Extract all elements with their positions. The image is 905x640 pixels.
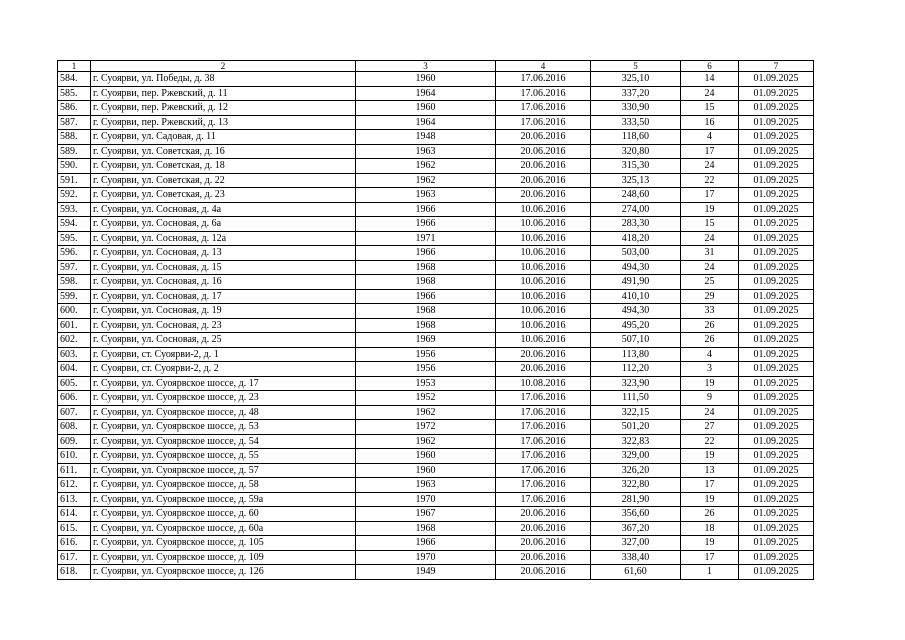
table-row	[58, 434, 814, 449]
cell-year-built: 1966	[356, 217, 496, 232]
cell-deadline-date: 01.09.2025	[739, 347, 814, 362]
cell-row-number: 600.	[58, 304, 91, 319]
table-row	[58, 231, 814, 246]
cell-area: 322,83	[591, 434, 681, 449]
cell-survey-date: 17.06.2016	[496, 72, 591, 87]
cell-row-number: 610.	[58, 449, 91, 464]
cell-survey-date: 10.06.2016	[496, 202, 591, 217]
cell-address: г. Суоярви, ул. Сосновая, д. 16	[91, 275, 356, 290]
cell-row-number: 594.	[58, 217, 91, 232]
cell-row-number: 587.	[58, 115, 91, 130]
cell-address: г. Суоярви, ул. Суоярвское шоссе, д. 59а	[91, 492, 356, 507]
cell-residents-count: 4	[681, 130, 739, 145]
cell-area: 112,20	[591, 362, 681, 377]
cell-residents-count: 24	[681, 86, 739, 101]
table-row	[58, 260, 814, 275]
cell-address: г. Суоярви, ул. Советская, д. 18	[91, 159, 356, 174]
cell-address: г. Суоярви, ул. Суоярвское шоссе, д. 57	[91, 463, 356, 478]
cell-survey-date: 10.06.2016	[496, 318, 591, 333]
cell-row-number: 618.	[58, 565, 91, 580]
cell-deadline-date: 01.09.2025	[739, 507, 814, 522]
cell-survey-date: 10.06.2016	[496, 246, 591, 261]
cell-residents-count: 22	[681, 434, 739, 449]
cell-deadline-date: 01.09.2025	[739, 289, 814, 304]
cell-deadline-date: 01.09.2025	[739, 202, 814, 217]
cell-row-number: 611.	[58, 463, 91, 478]
cell-address: г. Суоярви, ул. Сосновая, д. 6а	[91, 217, 356, 232]
cell-year-built: 1962	[356, 173, 496, 188]
cell-survey-date: 17.06.2016	[496, 101, 591, 116]
column-header-1: 1	[58, 61, 91, 72]
cell-deadline-date: 01.09.2025	[739, 550, 814, 565]
cell-area: 274,00	[591, 202, 681, 217]
cell-row-number: 586.	[58, 101, 91, 116]
cell-year-built: 1966	[356, 536, 496, 551]
table-row	[58, 333, 814, 348]
cell-deadline-date: 01.09.2025	[739, 275, 814, 290]
column-header-6: 6	[681, 61, 739, 72]
cell-address: г. Суоярви, ул. Советская, д. 22	[91, 173, 356, 188]
cell-deadline-date: 01.09.2025	[739, 115, 814, 130]
cell-year-built: 1970	[356, 492, 496, 507]
cell-deadline-date: 01.09.2025	[739, 376, 814, 391]
table-row	[58, 202, 814, 217]
cell-residents-count: 27	[681, 420, 739, 435]
cell-row-number: 608.	[58, 420, 91, 435]
cell-area: 418,20	[591, 231, 681, 246]
cell-area: 501,20	[591, 420, 681, 435]
cell-row-number: 607.	[58, 405, 91, 420]
cell-residents-count: 19	[681, 492, 739, 507]
cell-deadline-date: 01.09.2025	[739, 362, 814, 377]
cell-residents-count: 24	[681, 260, 739, 275]
cell-area: 315,30	[591, 159, 681, 174]
column-header-3: 3	[356, 61, 496, 72]
table-row	[58, 507, 814, 522]
cell-address: г. Суоярви, ул. Советская, д. 16	[91, 144, 356, 159]
cell-year-built: 1963	[356, 478, 496, 493]
table-row	[58, 101, 814, 116]
cell-address: г. Суоярви, ул. Суоярвское шоссе, д. 23	[91, 391, 356, 406]
cell-row-number: 616.	[58, 536, 91, 551]
cell-area: 248,60	[591, 188, 681, 203]
cell-address: г. Суоярви, ул. Суоярвское шоссе, д. 54	[91, 434, 356, 449]
cell-area: 327,00	[591, 536, 681, 551]
cell-survey-date: 20.06.2016	[496, 130, 591, 145]
cell-area: 323,90	[591, 376, 681, 391]
cell-year-built: 1968	[356, 275, 496, 290]
cell-deadline-date: 01.09.2025	[739, 536, 814, 551]
cell-deadline-date: 01.09.2025	[739, 130, 814, 145]
cell-deadline-date: 01.09.2025	[739, 72, 814, 87]
cell-row-number: 588.	[58, 130, 91, 145]
cell-survey-date: 10.06.2016	[496, 217, 591, 232]
cell-residents-count: 31	[681, 246, 739, 261]
cell-area: 495,20	[591, 318, 681, 333]
cell-year-built: 1968	[356, 260, 496, 275]
cell-area: 118,60	[591, 130, 681, 145]
cell-row-number: 617.	[58, 550, 91, 565]
cell-deadline-date: 01.09.2025	[739, 260, 814, 275]
cell-area: 356,60	[591, 507, 681, 522]
cell-area: 111,50	[591, 391, 681, 406]
cell-area: 507,10	[591, 333, 681, 348]
cell-address: г. Суоярви, ул. Победы, д. 38	[91, 72, 356, 87]
cell-deadline-date: 01.09.2025	[739, 478, 814, 493]
table-row	[58, 217, 814, 232]
cell-survey-date: 17.06.2016	[496, 449, 591, 464]
cell-year-built: 1962	[356, 405, 496, 420]
cell-residents-count: 16	[681, 115, 739, 130]
cell-year-built: 1972	[356, 420, 496, 435]
cell-survey-date: 20.06.2016	[496, 565, 591, 580]
cell-address: г. Суоярви, ст. Суоярви-2, д. 1	[91, 347, 356, 362]
cell-deadline-date: 01.09.2025	[739, 463, 814, 478]
cell-deadline-date: 01.09.2025	[739, 420, 814, 435]
cell-survey-date: 20.06.2016	[496, 144, 591, 159]
cell-survey-date: 10.08.2016	[496, 376, 591, 391]
cell-survey-date: 17.06.2016	[496, 434, 591, 449]
cell-residents-count: 13	[681, 463, 739, 478]
table-row	[58, 376, 814, 391]
cell-row-number: 612.	[58, 478, 91, 493]
cell-residents-count: 4	[681, 347, 739, 362]
cell-deadline-date: 01.09.2025	[739, 231, 814, 246]
table-row	[58, 347, 814, 362]
header-row	[58, 61, 814, 72]
cell-survey-date: 20.06.2016	[496, 188, 591, 203]
cell-survey-date: 20.06.2016	[496, 173, 591, 188]
cell-deadline-date: 01.09.2025	[739, 188, 814, 203]
cell-row-number: 596.	[58, 246, 91, 261]
table-row	[58, 449, 814, 464]
cell-address: г. Суоярви, ул. Сосновая, д. 12а	[91, 231, 356, 246]
cell-residents-count: 15	[681, 101, 739, 116]
cell-residents-count: 19	[681, 376, 739, 391]
cell-year-built: 1960	[356, 463, 496, 478]
table-row	[58, 405, 814, 420]
cell-residents-count: 24	[681, 405, 739, 420]
table-row	[58, 478, 814, 493]
cell-area: 491,90	[591, 275, 681, 290]
cell-residents-count: 17	[681, 188, 739, 203]
cell-row-number: 605.	[58, 376, 91, 391]
column-header-2: 2	[91, 61, 356, 72]
cell-year-built: 1962	[356, 159, 496, 174]
cell-year-built: 1967	[356, 507, 496, 522]
table-row	[58, 304, 814, 319]
cell-year-built: 1953	[356, 376, 496, 391]
cell-area: 61,60	[591, 565, 681, 580]
cell-survey-date: 17.06.2016	[496, 405, 591, 420]
cell-residents-count: 17	[681, 144, 739, 159]
cell-row-number: 598.	[58, 275, 91, 290]
table-row	[58, 275, 814, 290]
table-row	[58, 144, 814, 159]
cell-row-number: 592.	[58, 188, 91, 203]
cell-area: 494,30	[591, 304, 681, 319]
cell-area: 330,90	[591, 101, 681, 116]
cell-address: г. Суоярви, ул. Суоярвское шоссе, д. 60	[91, 507, 356, 522]
cell-survey-date: 10.06.2016	[496, 333, 591, 348]
cell-year-built: 1963	[356, 188, 496, 203]
table-row	[58, 362, 814, 377]
cell-address: г. Суоярви, ул. Сосновая, д. 15	[91, 260, 356, 275]
cell-year-built: 1968	[356, 304, 496, 319]
column-header-5: 5	[591, 61, 681, 72]
cell-row-number: 604.	[58, 362, 91, 377]
cell-survey-date: 10.06.2016	[496, 304, 591, 319]
cell-residents-count: 3	[681, 362, 739, 377]
table-row	[58, 318, 814, 333]
cell-row-number: 606.	[58, 391, 91, 406]
cell-survey-date: 17.06.2016	[496, 86, 591, 101]
table-row	[58, 130, 814, 145]
cell-deadline-date: 01.09.2025	[739, 434, 814, 449]
cell-survey-date: 17.06.2016	[496, 420, 591, 435]
cell-deadline-date: 01.09.2025	[739, 492, 814, 507]
cell-address: г. Суоярви, ст. Суоярви-2, д. 2	[91, 362, 356, 377]
cell-survey-date: 10.06.2016	[496, 275, 591, 290]
cell-row-number: 591.	[58, 173, 91, 188]
cell-area: 320,80	[591, 144, 681, 159]
cell-deadline-date: 01.09.2025	[739, 521, 814, 536]
cell-year-built: 1970	[356, 550, 496, 565]
cell-deadline-date: 01.09.2025	[739, 318, 814, 333]
cell-address: г. Суоярви, ул. Суоярвское шоссе, д. 60а	[91, 521, 356, 536]
table-row	[58, 391, 814, 406]
cell-row-number: 615.	[58, 521, 91, 536]
cell-area: 367,20	[591, 521, 681, 536]
table-row	[58, 463, 814, 478]
cell-survey-date: 20.06.2016	[496, 536, 591, 551]
cell-deadline-date: 01.09.2025	[739, 333, 814, 348]
cell-survey-date: 17.06.2016	[496, 391, 591, 406]
cell-address: г. Суоярви, пер. Ржевский, д. 11	[91, 86, 356, 101]
cell-survey-date: 10.06.2016	[496, 231, 591, 246]
cell-deadline-date: 01.09.2025	[739, 246, 814, 261]
cell-row-number: 595.	[58, 231, 91, 246]
cell-row-number: 603.	[58, 347, 91, 362]
cell-survey-date: 20.06.2016	[496, 521, 591, 536]
cell-year-built: 1956	[356, 347, 496, 362]
column-header-7: 7	[739, 61, 814, 72]
table-row	[58, 565, 814, 580]
cell-deadline-date: 01.09.2025	[739, 144, 814, 159]
cell-row-number: 613.	[58, 492, 91, 507]
cell-area: 325,13	[591, 173, 681, 188]
cell-survey-date: 20.06.2016	[496, 347, 591, 362]
cell-deadline-date: 01.09.2025	[739, 86, 814, 101]
cell-row-number: 614.	[58, 507, 91, 522]
table-row	[58, 173, 814, 188]
table-row	[58, 289, 814, 304]
cell-address: г. Суоярви, ул. Сосновая, д. 17	[91, 289, 356, 304]
cell-residents-count: 19	[681, 202, 739, 217]
cell-residents-count: 26	[681, 507, 739, 522]
cell-address: г. Суоярви, ул. Суоярвское шоссе, д. 17	[91, 376, 356, 391]
cell-area: 283,30	[591, 217, 681, 232]
cell-year-built: 1964	[356, 115, 496, 130]
cell-residents-count: 15	[681, 217, 739, 232]
cell-address: г. Суоярви, ул. Суоярвское шоссе, д. 105	[91, 536, 356, 551]
cell-residents-count: 9	[681, 391, 739, 406]
cell-survey-date: 17.06.2016	[496, 115, 591, 130]
cell-address: г. Суоярви, ул. Суоярвское шоссе, д. 55	[91, 449, 356, 464]
cell-year-built: 1966	[356, 289, 496, 304]
cell-area: 338,40	[591, 550, 681, 565]
cell-address: г. Суоярви, ул. Суоярвское шоссе, д. 53	[91, 420, 356, 435]
cell-row-number: 602.	[58, 333, 91, 348]
cell-year-built: 1948	[356, 130, 496, 145]
cell-deadline-date: 01.09.2025	[739, 565, 814, 580]
cell-address: г. Суоярви, ул. Советская, д. 23	[91, 188, 356, 203]
table-row	[58, 188, 814, 203]
table-row	[58, 492, 814, 507]
cell-residents-count: 18	[681, 521, 739, 536]
table-row	[58, 550, 814, 565]
cell-residents-count: 19	[681, 536, 739, 551]
cell-survey-date: 17.06.2016	[496, 492, 591, 507]
cell-residents-count: 1	[681, 565, 739, 580]
cell-area: 322,15	[591, 405, 681, 420]
cell-address: г. Суоярви, ул. Сосновая, д. 23	[91, 318, 356, 333]
cell-row-number: 601.	[58, 318, 91, 333]
table-row	[58, 246, 814, 261]
table-row	[58, 420, 814, 435]
cell-address: г. Суоярви, ул. Суоярвское шоссе, д. 126	[91, 565, 356, 580]
cell-year-built: 1968	[356, 521, 496, 536]
cell-deadline-date: 01.09.2025	[739, 405, 814, 420]
cell-address: г. Суоярви, пер. Ржевский, д. 12	[91, 101, 356, 116]
cell-address: г. Суоярви, ул. Суоярвское шоссе, д. 48	[91, 405, 356, 420]
cell-year-built: 1971	[356, 231, 496, 246]
cell-residents-count: 29	[681, 289, 739, 304]
table-row	[58, 115, 814, 130]
cell-area: 337,20	[591, 86, 681, 101]
cell-row-number: 609.	[58, 434, 91, 449]
cell-area: 325,10	[591, 72, 681, 87]
table-row	[58, 159, 814, 174]
cell-year-built: 1962	[356, 434, 496, 449]
cell-residents-count: 24	[681, 159, 739, 174]
cell-row-number: 597.	[58, 260, 91, 275]
cell-survey-date: 20.06.2016	[496, 550, 591, 565]
table-body	[58, 72, 814, 580]
table-row	[58, 86, 814, 101]
cell-year-built: 1966	[356, 246, 496, 261]
cell-year-built: 1952	[356, 391, 496, 406]
cell-address: г. Суоярви, ул. Суоярвское шоссе, д. 58	[91, 478, 356, 493]
table-row	[58, 72, 814, 87]
cell-residents-count: 17	[681, 478, 739, 493]
cell-survey-date: 17.06.2016	[496, 478, 591, 493]
cell-address: г. Суоярви, ул. Садовая, д. 11	[91, 130, 356, 145]
cell-residents-count: 14	[681, 72, 739, 87]
cell-area: 329,00	[591, 449, 681, 464]
cell-address: г. Суоярви, пер. Ржевский, д. 13	[91, 115, 356, 130]
cell-survey-date: 20.06.2016	[496, 159, 591, 174]
cell-year-built: 1964	[356, 86, 496, 101]
cell-deadline-date: 01.09.2025	[739, 217, 814, 232]
cell-residents-count: 17	[681, 550, 739, 565]
cell-address: г. Суоярви, ул. Сосновая, д. 13	[91, 246, 356, 261]
cell-row-number: 589.	[58, 144, 91, 159]
cell-address: г. Суоярви, ул. Сосновая, д. 25	[91, 333, 356, 348]
cell-residents-count: 26	[681, 318, 739, 333]
cell-year-built: 1960	[356, 449, 496, 464]
cell-residents-count: 24	[681, 231, 739, 246]
cell-survey-date: 20.06.2016	[496, 507, 591, 522]
cell-deadline-date: 01.09.2025	[739, 159, 814, 174]
cell-area: 494,30	[591, 260, 681, 275]
cell-area: 322,80	[591, 478, 681, 493]
cell-residents-count: 25	[681, 275, 739, 290]
cell-survey-date: 17.06.2016	[496, 463, 591, 478]
cell-residents-count: 22	[681, 173, 739, 188]
cell-year-built: 1949	[356, 565, 496, 580]
cell-residents-count: 26	[681, 333, 739, 348]
table-row	[58, 521, 814, 536]
cell-row-number: 590.	[58, 159, 91, 174]
cell-area: 113,80	[591, 347, 681, 362]
cell-row-number: 599.	[58, 289, 91, 304]
table-header	[58, 61, 814, 72]
cell-year-built: 1960	[356, 72, 496, 87]
cell-area: 503,00	[591, 246, 681, 261]
cell-address: г. Суоярви, ул. Суоярвское шоссе, д. 109	[91, 550, 356, 565]
cell-residents-count: 19	[681, 449, 739, 464]
cell-address: г. Суоярви, ул. Сосновая, д. 19	[91, 304, 356, 319]
cell-survey-date: 10.06.2016	[496, 260, 591, 275]
table-row	[58, 536, 814, 551]
cell-deadline-date: 01.09.2025	[739, 391, 814, 406]
cell-year-built: 1969	[356, 333, 496, 348]
cell-residents-count: 33	[681, 304, 739, 319]
cell-year-built: 1963	[356, 144, 496, 159]
cell-area: 281,90	[591, 492, 681, 507]
cell-row-number: 593.	[58, 202, 91, 217]
cell-year-built: 1960	[356, 101, 496, 116]
cell-area: 333,50	[591, 115, 681, 130]
housing-register-table	[57, 60, 814, 580]
cell-year-built: 1966	[356, 202, 496, 217]
cell-area: 326,20	[591, 463, 681, 478]
column-header-4: 4	[496, 61, 591, 72]
cell-year-built: 1956	[356, 362, 496, 377]
cell-survey-date: 10.06.2016	[496, 289, 591, 304]
cell-deadline-date: 01.09.2025	[739, 304, 814, 319]
cell-survey-date: 20.06.2016	[496, 362, 591, 377]
cell-row-number: 585.	[58, 86, 91, 101]
cell-deadline-date: 01.09.2025	[739, 449, 814, 464]
cell-deadline-date: 01.09.2025	[739, 101, 814, 116]
cell-address: г. Суоярви, ул. Сосновая, д. 4а	[91, 202, 356, 217]
cell-year-built: 1968	[356, 318, 496, 333]
cell-row-number: 584.	[58, 72, 91, 87]
cell-deadline-date: 01.09.2025	[739, 173, 814, 188]
cell-area: 410,10	[591, 289, 681, 304]
